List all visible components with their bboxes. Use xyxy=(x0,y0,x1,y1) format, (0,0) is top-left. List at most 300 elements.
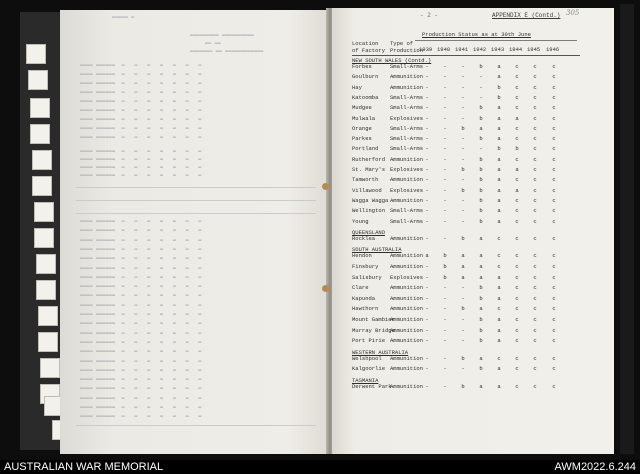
status-code: a xyxy=(497,326,501,334)
status-code: b xyxy=(479,326,483,334)
production-type: Explosives xyxy=(390,166,424,173)
status-code: c xyxy=(515,155,519,163)
production-type: Ammunition xyxy=(390,294,424,302)
production-type: Ammunition xyxy=(390,196,424,204)
section-heading: WESTERN AUSTRALIA xyxy=(352,348,409,356)
ghost-line: ▬▬▬▬ ▬▬▬▬▬▬ ▬ ▬ ▬ ▬ ▬ ▬ ▬ xyxy=(80,385,202,392)
factory-location: Wellington xyxy=(352,207,386,215)
status-code: b xyxy=(479,104,483,112)
section-heading: TASMANIA xyxy=(352,377,379,384)
ghost-line: ▬▬▬▬ ▬▬▬▬▬▬ ▬ ▬ ▬ ▬ ▬ ▬ ▬ xyxy=(80,292,202,299)
status-code: c xyxy=(552,155,556,163)
status-code: - xyxy=(425,294,429,302)
status-code: c xyxy=(533,252,537,260)
status-code: c xyxy=(533,186,537,194)
status-code: a xyxy=(497,166,501,173)
ghost-text: ▬▬▬▬▬▬▬▬▬ ▬▬▬▬▬▬▬▬▬▬ xyxy=(190,32,255,38)
production-type: Ammunition xyxy=(390,155,424,163)
status-code: - xyxy=(461,284,465,292)
status-code: c xyxy=(552,114,556,122)
status-code: b xyxy=(479,294,483,302)
page-tab xyxy=(40,358,60,378)
ghost-line: ▬▬▬▬ ▬▬▬▬▬▬ ▬ ▬ ▬ ▬ ▬ ▬ ▬ xyxy=(80,227,202,234)
page-tab xyxy=(38,332,58,352)
status-code: c xyxy=(515,217,519,225)
status-code: - xyxy=(443,124,447,132)
production-type: Ammunition xyxy=(390,326,424,334)
page-tab xyxy=(32,176,52,196)
scale-ruler xyxy=(620,4,634,454)
status-code: - xyxy=(461,73,465,81)
status-code: - xyxy=(461,337,465,345)
status-code: - xyxy=(479,93,483,101)
status-code: - xyxy=(443,383,447,390)
ghost-text: ▬▬▬▬▬▬▬ ▬▬ ▬▬▬▬▬▬▬▬▬▬▬▬ xyxy=(190,48,264,54)
status-code: c xyxy=(515,73,519,81)
status-code: - xyxy=(461,155,465,163)
status-code: b xyxy=(479,114,483,122)
status-code: - xyxy=(443,316,447,323)
ghost-line: ▬▬▬▬ ▬▬▬▬▬▬ ▬ ▬ ▬ ▬ ▬ ▬ ▬ xyxy=(80,218,202,224)
production-type: Explosives xyxy=(390,273,424,281)
status-code: b xyxy=(497,145,501,153)
status-code: - xyxy=(443,207,447,215)
status-code: c xyxy=(515,354,519,362)
status-code: a xyxy=(461,252,465,260)
ghost-line: ▬▬▬▬ ▬▬▬▬▬▬ ▬ ▬ ▬ ▬ ▬ ▬ ▬ xyxy=(80,71,202,77)
factory-location: Villawood xyxy=(352,186,382,194)
status-code: a xyxy=(479,124,483,132)
status-code: b xyxy=(479,186,483,194)
production-type: Ammunition xyxy=(390,176,424,184)
status-code: c xyxy=(515,83,519,91)
status-code: - xyxy=(479,83,483,91)
production-type: Small-Arms xyxy=(390,207,424,215)
status-code: c xyxy=(552,316,556,323)
status-code: c xyxy=(552,186,556,194)
status-code: c xyxy=(515,305,519,313)
pencil-page-note: 305 xyxy=(566,9,580,17)
status-code: c xyxy=(533,196,537,204)
factory-location: Murray Bridge xyxy=(352,326,395,334)
status-code: b xyxy=(461,234,465,242)
ghost-line: ▬▬▬▬ ▬▬▬▬▬▬ ▬ ▬ ▬ ▬ ▬ ▬ ▬ xyxy=(80,116,202,122)
ghost-line: ▬▬▬▬ ▬▬▬▬▬▬ ▬ ▬ ▬ ▬ ▬ ▬ ▬ xyxy=(80,357,202,364)
page-tab xyxy=(30,124,50,144)
production-type: Small-Arms xyxy=(390,145,424,153)
status-code: - xyxy=(425,114,429,122)
status-code: - xyxy=(425,305,429,313)
status-code: b xyxy=(479,207,483,215)
status-code: - xyxy=(443,234,447,242)
status-code: c xyxy=(533,114,537,122)
status-code: b xyxy=(479,365,483,373)
production-type: Small-Arms xyxy=(390,124,424,132)
status-code: c xyxy=(552,63,556,70)
status-code: b xyxy=(443,252,447,260)
status-code: a xyxy=(479,305,483,313)
status-code: - xyxy=(425,63,429,70)
status-code: b xyxy=(461,305,465,313)
factory-location: St. Mary's xyxy=(352,166,386,173)
status-code: c xyxy=(552,166,556,173)
appendix-title: APPENDIX E (Contd.) xyxy=(492,12,561,19)
status-code: c xyxy=(533,365,537,373)
status-code: c xyxy=(552,273,556,281)
status-code: - xyxy=(425,124,429,132)
status-code: b xyxy=(479,63,483,70)
status-code: c xyxy=(552,354,556,362)
status-code: a xyxy=(497,73,501,81)
ghost-line: ▬▬▬▬ ▬▬▬▬▬▬ ▬ ▬ ▬ ▬ ▬ ▬ ▬ xyxy=(80,301,202,308)
production-type: Explosives xyxy=(390,186,424,194)
status-code: - xyxy=(425,273,429,281)
status-code: a xyxy=(497,294,501,302)
status-code: c xyxy=(533,83,537,91)
status-code: b xyxy=(443,273,447,281)
production-type: Ammunition xyxy=(390,365,424,373)
status-code: a xyxy=(515,166,519,173)
status-code: c xyxy=(497,305,501,313)
status-code: - xyxy=(443,284,447,292)
status-code: c xyxy=(552,176,556,184)
section-heading: QUEENSLAND xyxy=(352,228,386,236)
factory-location: Rocklea xyxy=(352,234,376,242)
ghost-line: ▬▬▬▬ ▬▬▬▬▬▬ ▬ ▬ ▬ ▬ ▬ ▬ ▬ xyxy=(80,394,202,401)
status-code: a xyxy=(479,234,483,242)
footer-accession: AWM2022.6.244 xyxy=(554,461,636,473)
status-code: - xyxy=(425,196,429,204)
ghost-line: ▬▬▬▬ ▬▬▬▬▬▬ ▬ ▬ ▬ ▬ ▬ ▬ ▬ xyxy=(80,107,202,113)
status-code: c xyxy=(515,104,519,112)
status-code: - xyxy=(443,166,447,173)
production-type: Ammunition xyxy=(390,305,424,313)
status-code: a xyxy=(497,196,501,204)
status-code: c xyxy=(533,155,537,163)
factory-location: Forbes xyxy=(352,63,372,70)
status-code: - xyxy=(443,365,447,373)
factory-location: Derwent Park xyxy=(352,383,392,390)
ghost-text: ▬▬ ▬▬ xyxy=(205,40,222,46)
status-code: c xyxy=(533,207,537,215)
production-type: Ammunition xyxy=(390,263,424,270)
status-code: - xyxy=(425,365,429,373)
status-code: c xyxy=(552,294,556,302)
status-code: c xyxy=(533,234,537,242)
status-code: c xyxy=(552,337,556,345)
ghost-line: ▬▬▬▬ ▬▬▬▬▬▬ ▬ ▬ ▬ ▬ ▬ ▬ ▬ xyxy=(80,311,202,317)
status-code: - xyxy=(461,207,465,215)
factory-location: Rutherford xyxy=(352,155,386,163)
status-code: c xyxy=(533,176,537,184)
factory-location: Kalgoorlie xyxy=(352,365,386,373)
ghost-line: ▬▬▬▬ ▬▬▬▬▬▬ ▬ ▬ ▬ ▬ ▬ ▬ ▬ xyxy=(80,283,202,290)
status-code: c xyxy=(552,365,556,373)
status-code: c xyxy=(533,124,537,132)
status-code: c xyxy=(552,383,556,390)
ghost-line: ▬▬▬▬ ▬▬▬▬▬▬ ▬ ▬ ▬ ▬ ▬ ▬ ▬ xyxy=(80,320,202,327)
status-code: - xyxy=(443,186,447,194)
production-type: Ammunition xyxy=(390,234,424,242)
ghost-line: ▬▬▬▬ ▬▬▬▬▬▬ ▬ ▬ ▬ ▬ ▬ ▬ ▬ xyxy=(80,164,202,170)
factory-location: Goulburn xyxy=(352,73,379,81)
ghost-line: ▬▬▬▬ ▬▬▬▬▬▬ ▬ ▬ ▬ ▬ ▬ ▬ ▬ xyxy=(80,404,202,410)
status-code: - xyxy=(443,305,447,313)
status-code: - xyxy=(461,63,465,70)
status-code: - xyxy=(425,186,429,194)
page-tab xyxy=(38,306,58,326)
status-code: c xyxy=(552,234,556,242)
page-tab xyxy=(32,150,52,170)
status-code: b xyxy=(461,124,465,132)
footer-source: AUSTRALIAN WAR MEMORIAL xyxy=(4,461,164,473)
status-code: c xyxy=(533,104,537,112)
status-code: c xyxy=(552,305,556,313)
status-code: c xyxy=(533,383,537,390)
status-code: c xyxy=(515,294,519,302)
production-type: Ammunition xyxy=(390,316,424,323)
ghost-line: ▬▬▬▬ ▬▬▬▬▬▬ ▬ ▬ ▬ ▬ ▬ ▬ ▬ xyxy=(80,338,202,345)
status-code: b xyxy=(461,186,465,194)
status-code: - xyxy=(443,73,447,81)
factory-location: Hawthorn xyxy=(352,305,379,313)
status-code: a xyxy=(461,263,465,270)
status-code: c xyxy=(533,217,537,225)
status-code: - xyxy=(443,176,447,184)
status-code: - xyxy=(425,263,429,270)
status-code: c xyxy=(515,284,519,292)
status-title: Production Status as at 30th June xyxy=(422,31,531,38)
status-code: - xyxy=(425,207,429,215)
page-tab xyxy=(36,280,56,300)
status-code: - xyxy=(425,383,429,390)
status-code: - xyxy=(425,83,429,91)
status-code: b xyxy=(461,166,465,173)
ghost-line: ▬▬▬▬ ▬▬▬▬▬▬ ▬ ▬ ▬ ▬ ▬ ▬ ▬ xyxy=(80,80,202,86)
production-type: Ammunition xyxy=(390,337,424,345)
status-code: c xyxy=(533,294,537,302)
status-code: - xyxy=(443,337,447,345)
ghost-line: ▬▬▬▬ ▬▬▬▬▬▬ ▬ ▬ ▬ ▬ ▬ ▬ ▬ xyxy=(80,62,202,68)
factory-location: Kapunda xyxy=(352,294,376,302)
factory-location: Mulwala xyxy=(352,114,376,122)
factory-location: Salisbury xyxy=(352,273,382,281)
production-type: Ammunition xyxy=(390,354,424,362)
status-code: - xyxy=(425,176,429,184)
status-code: c xyxy=(515,337,519,345)
status-code: - xyxy=(425,145,429,153)
ghost-line: ▬▬▬▬ ▬▬▬▬▬▬ ▬ ▬ ▬ ▬ ▬ ▬ ▬ xyxy=(80,413,202,420)
status-code: b xyxy=(479,196,483,204)
status-divider xyxy=(415,40,577,41)
factory-location: Orange xyxy=(352,124,372,132)
ghost-rule xyxy=(76,425,316,426)
status-code: a xyxy=(497,135,501,143)
ghost-line: ▬▬▬▬ ▬▬▬▬▬▬ ▬ ▬ ▬ ▬ ▬ ▬ ▬ xyxy=(80,172,202,178)
status-code: - xyxy=(443,145,447,153)
status-code: - xyxy=(425,284,429,292)
status-code: b xyxy=(479,337,483,345)
year-header: 1941 xyxy=(455,46,469,53)
status-code: a xyxy=(479,383,483,390)
status-code: c xyxy=(515,316,519,323)
status-code: - xyxy=(443,155,447,163)
factory-location: Portland xyxy=(352,145,379,153)
status-code: a xyxy=(515,186,519,194)
section-heading: NEW SOUTH WALES (Contd.) xyxy=(352,57,432,64)
year-header: 1945 xyxy=(527,46,541,53)
status-code: a xyxy=(461,273,465,281)
status-code: b xyxy=(497,93,501,101)
status-code: c xyxy=(552,263,556,270)
type-label: Type of Production xyxy=(390,40,424,54)
production-type: Ammunition xyxy=(390,383,424,390)
year-header: 1942 xyxy=(473,46,487,53)
year-header: 1943 xyxy=(491,46,505,53)
status-code: a xyxy=(515,114,519,122)
status-code: c xyxy=(533,316,537,323)
status-code: - xyxy=(425,217,429,225)
status-code: a xyxy=(497,383,501,390)
status-code: c xyxy=(497,252,501,260)
header-rule xyxy=(352,55,580,56)
ghost-line: ▬▬▬▬ ▬▬▬▬▬▬ ▬ ▬ ▬ ▬ ▬ ▬ ▬ xyxy=(80,125,202,131)
status-code: a xyxy=(497,114,501,122)
status-code: a xyxy=(497,207,501,215)
status-code: c xyxy=(515,234,519,242)
status-code: a xyxy=(497,365,501,373)
status-code: - xyxy=(443,354,447,362)
status-code: c xyxy=(552,93,556,101)
status-code: c xyxy=(515,124,519,132)
status-code: - xyxy=(461,316,465,323)
status-code: c xyxy=(515,135,519,143)
status-code: c xyxy=(533,337,537,345)
status-code: c xyxy=(515,93,519,101)
status-code: b xyxy=(497,83,501,91)
status-code: b xyxy=(479,135,483,143)
status-code: c xyxy=(552,207,556,215)
status-code: c xyxy=(533,63,537,70)
factory-location: Welshpool xyxy=(352,354,382,362)
ghost-line: ▬▬▬▬ ▬▬▬▬▬▬ ▬ ▬ ▬ ▬ ▬ ▬ ▬ xyxy=(80,134,202,140)
production-type: Ammunition xyxy=(390,252,424,260)
status-code: c xyxy=(552,252,556,260)
status-code: b xyxy=(479,316,483,323)
production-type: Small-Arms xyxy=(390,135,424,143)
status-code: - xyxy=(461,217,465,225)
status-code: c xyxy=(552,196,556,204)
ghost-line: ▬▬▬▬ ▬▬▬▬▬▬ ▬ ▬ ▬ ▬ ▬ ▬ ▬ xyxy=(80,376,202,383)
status-code: a xyxy=(497,63,501,70)
factory-location: Hendon xyxy=(352,252,372,260)
status-code: c xyxy=(515,326,519,334)
ghost-line: ▬▬▬▬ ▬▬▬▬▬▬ ▬ ▬ ▬ ▬ ▬ ▬ ▬ xyxy=(80,366,202,373)
status-code: c xyxy=(533,166,537,173)
production-type: Small-Arms xyxy=(390,217,424,225)
factory-location: Port Pirie xyxy=(352,337,386,345)
status-code: - xyxy=(425,316,429,323)
status-code: a xyxy=(497,155,501,163)
status-code: - xyxy=(461,93,465,101)
status-code: - xyxy=(425,166,429,173)
status-code: c xyxy=(552,83,556,91)
status-code: c xyxy=(515,207,519,215)
binding-hole xyxy=(322,183,329,190)
status-code: b xyxy=(443,263,447,270)
status-code: - xyxy=(461,294,465,302)
ghost-line: ▬▬▬▬ ▬▬▬▬▬▬ ▬ ▬ ▬ ▬ ▬ ▬ ▬ xyxy=(80,98,202,104)
status-code: - xyxy=(461,83,465,91)
status-code: - xyxy=(479,73,483,81)
ghost-text: ▬▬▬▬▬ ▬ xyxy=(112,14,135,20)
status-code: c xyxy=(533,326,537,334)
status-code: c xyxy=(497,263,501,270)
status-code: - xyxy=(443,93,447,101)
status-code: c xyxy=(552,135,556,143)
status-code: a xyxy=(497,217,501,225)
page-number: - 2 - xyxy=(420,12,439,19)
status-code: c xyxy=(515,263,519,270)
status-code: - xyxy=(425,155,429,163)
status-code: c xyxy=(533,305,537,313)
status-code: c xyxy=(515,196,519,204)
status-code: b xyxy=(515,145,519,153)
status-code: - xyxy=(425,354,429,362)
ghost-line: ▬▬▬▬ ▬▬▬▬▬▬ ▬ ▬ ▬ ▬ ▬ ▬ ▬ xyxy=(80,255,202,262)
status-code: c xyxy=(552,104,556,112)
status-code: - xyxy=(425,93,429,101)
status-code: c xyxy=(515,365,519,373)
footer-bar xyxy=(0,460,640,474)
ghost-line: ▬▬▬▬ ▬▬▬▬▬▬ ▬ ▬ ▬ ▬ ▬ ▬ ▬ xyxy=(80,329,202,336)
status-code: c xyxy=(515,383,519,390)
ghost-line: ▬▬▬▬ ▬▬▬▬▬▬ ▬ ▬ ▬ ▬ ▬ ▬ ▬ xyxy=(80,148,202,154)
year-header: 1939 xyxy=(419,46,433,53)
page-tab xyxy=(30,98,50,118)
status-code: c xyxy=(515,252,519,260)
status-code: a xyxy=(479,252,483,260)
status-code: c xyxy=(515,63,519,70)
status-code: - xyxy=(425,326,429,334)
factory-location: Tamworth xyxy=(352,176,379,184)
production-type: Explosives xyxy=(390,114,424,122)
status-code: c xyxy=(533,73,537,81)
status-code: b xyxy=(461,354,465,362)
factory-location: Young xyxy=(352,217,369,225)
status-code: - xyxy=(443,217,447,225)
status-code: c xyxy=(515,176,519,184)
status-code: b xyxy=(479,176,483,184)
status-code: c xyxy=(533,263,537,270)
status-code: c xyxy=(533,284,537,292)
page-tab xyxy=(34,228,54,248)
status-code: - xyxy=(425,73,429,81)
status-code: - xyxy=(461,104,465,112)
status-code: c xyxy=(552,73,556,81)
status-code: a xyxy=(497,284,501,292)
status-code: c xyxy=(497,354,501,362)
production-type: Ammunition xyxy=(390,83,424,91)
ghost-line: ▬▬▬▬ ▬▬▬▬▬▬ ▬ ▬ ▬ ▬ ▬ ▬ ▬ xyxy=(80,156,202,162)
ghost-line: ▬▬▬▬ ▬▬▬▬▬▬ ▬ ▬ ▬ ▬ ▬ ▬ ▬ xyxy=(80,273,202,280)
location-label: Location of Factory xyxy=(352,40,386,54)
status-code: a xyxy=(425,252,429,260)
status-code: a xyxy=(497,273,501,281)
status-code: c xyxy=(515,273,519,281)
production-type: Small-Arms xyxy=(390,93,424,101)
status-code: - xyxy=(443,326,447,334)
